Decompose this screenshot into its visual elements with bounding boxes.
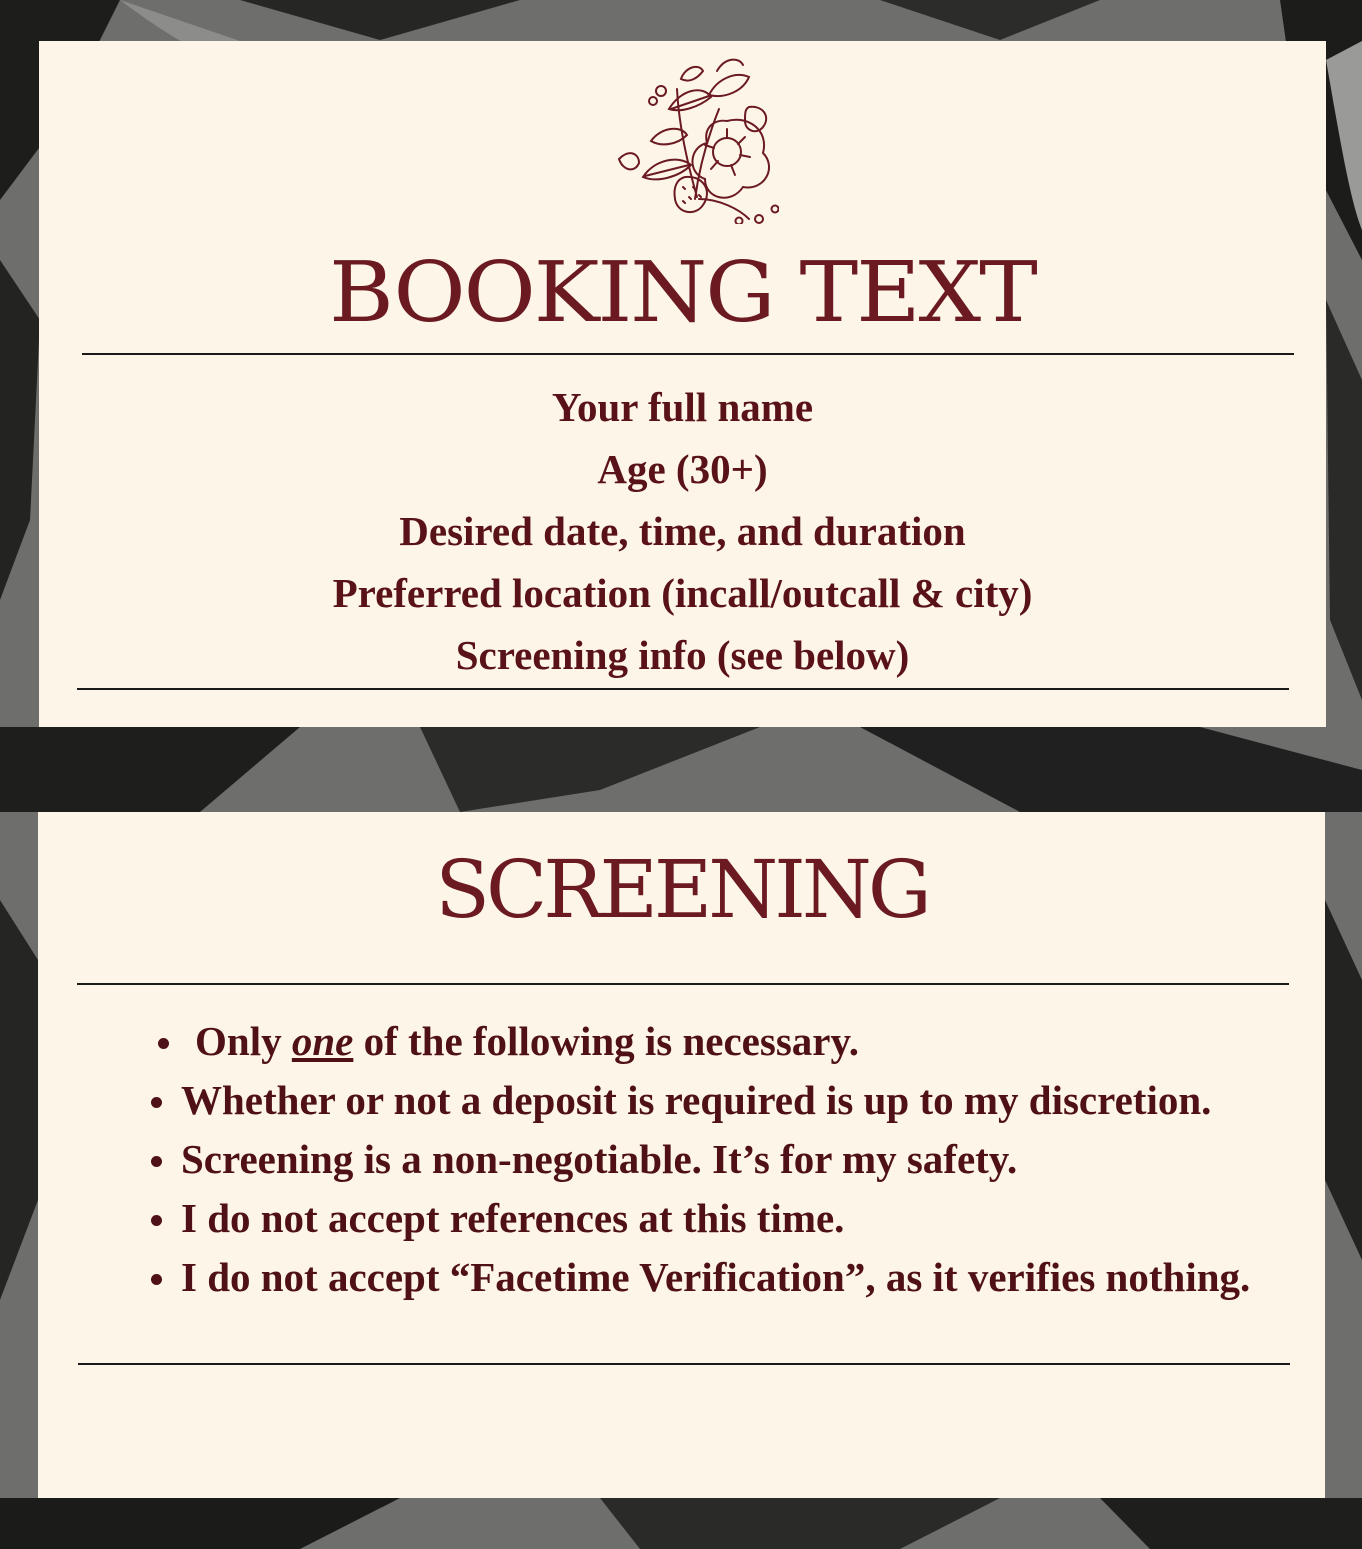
list-item: [151, 1071, 1250, 1130]
bullet-icon: [151, 1274, 162, 1285]
bullet-text-prefix: Only: [195, 1018, 292, 1064]
screening-title: SCREENING: [435, 843, 928, 936]
list-item: Your full name: [551, 384, 814, 430]
list-item: Preferred location (incall/outcall & city): [332, 570, 1033, 616]
screening-bullet-list: [158, 1012, 1250, 1307]
divider: [82, 353, 1294, 355]
floral-bouquet-icon: [599, 49, 779, 224]
divider: [77, 983, 1289, 985]
list-item: [151, 1189, 1250, 1248]
divider: [78, 1363, 1290, 1365]
bullet-text-suffix: of the following is necessary.: [353, 1018, 859, 1064]
bullet-text: Screening is a non-negotiable. It’s for my safety.: [181, 1136, 1018, 1182]
divider: [77, 688, 1289, 690]
list-item: [151, 1130, 1250, 1189]
bullet-icon: [158, 1038, 169, 1049]
bullet-icon: [151, 1215, 162, 1226]
booking-field-list: [39, 376, 1326, 686]
list-item: Age (30+): [597, 446, 768, 492]
list-item: Screening info (see below): [455, 632, 910, 678]
bullet-icon: [151, 1156, 162, 1167]
screening-card: [38, 812, 1325, 1498]
list-item: [158, 1012, 1250, 1071]
bullet-text: I do not accept “Facetime Verification”, as it verifies nothing.: [181, 1254, 1251, 1300]
list-item: Desired date, time, and duration: [399, 508, 966, 554]
bullet-icon: [151, 1097, 162, 1108]
bullet-text-emphasis: one: [291, 1018, 354, 1064]
booking-card: [39, 41, 1326, 727]
bullet-text: Whether or not a deposit is required is up to my discretion.: [181, 1077, 1212, 1123]
bullet-text: I do not accept references at this time.: [181, 1195, 845, 1241]
booking-title: BOOKING TEXT: [329, 243, 1036, 342]
list-item: [151, 1248, 1250, 1307]
